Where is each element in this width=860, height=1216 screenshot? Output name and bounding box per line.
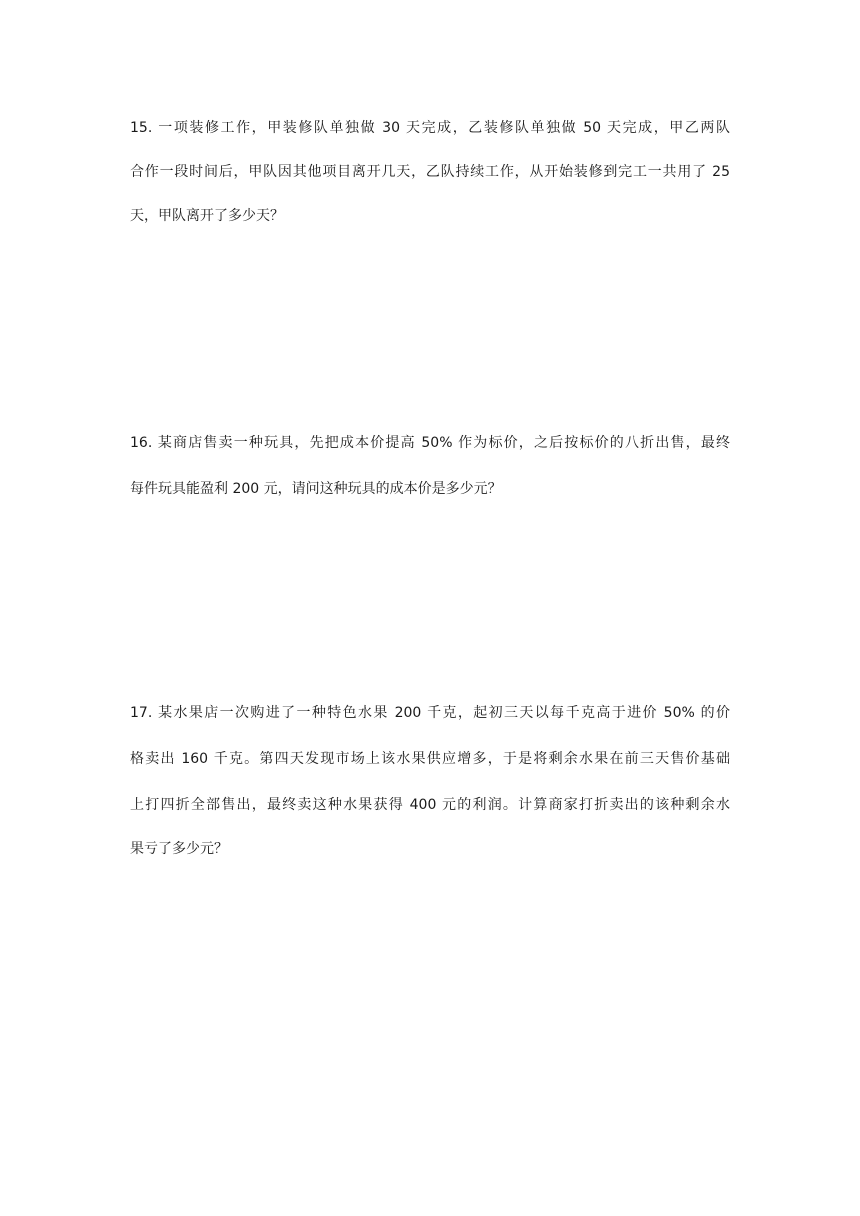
question-17-line-3: 上打四折全部售出，最终卖这种水果获得 400 元的利润。计算商家打折卖出的该种剩余水 — [130, 797, 730, 813]
question-16-line-2: 每件玩具能盈利 200 元，请问这种玩具的成本价是多少元？ — [130, 481, 502, 497]
question-15-line-2: 合作一段时间后，甲队因其他项目离开几天，乙队持续工作，从开始装修到完工一共用了 25 — [130, 164, 730, 180]
question-15-line-1: 15. 一项装修工作，甲装修队单独做 30 天完成，乙装修队单独做 50 天完成，甲乙两队 — [130, 120, 730, 136]
question-17-line-2: 格卖出 160 千克。第四天发现市场上该水果供应增多，于是将剩余水果在前三天售价基础 — [130, 751, 730, 767]
question-16-line-1: 16. 某商店售卖一种玩具，先把成本价提高 50% 作为标价，之后按标价的八折出售，最终 — [130, 435, 730, 451]
question-17-line-1: 17. 某水果店一次购进了一种特色水果 200 千克，起初三天以每千克高于进价 50% 的价 — [130, 705, 730, 721]
question-15-line-3: 天，甲队离开了多少天？ — [130, 208, 284, 224]
question-17-line-4: 果亏了多少元？ — [130, 841, 228, 857]
